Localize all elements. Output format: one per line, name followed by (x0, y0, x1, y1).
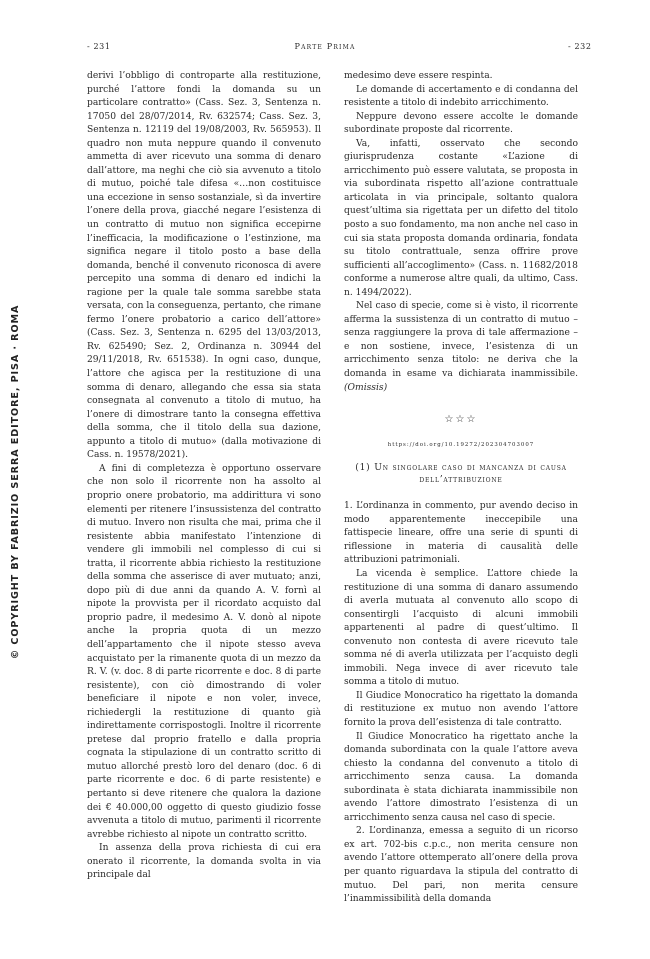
paragraph: Neppure devono essere accolte le domande subordinate proposte dal ricorrente. (344, 111, 578, 136)
section-divider-stars: ☆☆☆ (444, 414, 478, 426)
paragraph: derivi l’obbligo di controparte alla restituzione, purché l’attore fondi la domanda su un particolare contratto» (Cass. Sez. 3, Sentenza n. 17050 del 28/07/2014, Rv. 632574; Cass. Sez. 3, Sentenza n. 12119 del 19/08/2003, Rv. 565953). Il quadro non muta neppure quando il convenuto ammetta di aver ricevuto una somma di denaro dall’attore, ma neghi che ciò sia avvenuto a titolo di mutuo, poiché tale difesa «…non costituisce una eccezione in senso sostanziale, sì da invertire l’onere della prova, giacché negare l’esistenza di un contratto di mutuo non significa eccepirne l’inefficacia, la modificazione o l’estinzione, ma significa negare il titolo posto a base della domanda, benché il convenuto riconosca di avere percepito una somma di denaro ed indichi la ragione per la quale tale somma sarebbe stata versata, con la conseguenza, pertanto, che rimane fermo l’onere probatorio a carico dell’attore» (Cass. Sez. 3, Sentenza n. 6295 del 13/03/2013, Rv. 625490; Sez. 2, Ordinanza n. 30944 del 29/11/2018, Rv. 651538). In ogni caso, dunque, l’attore che agisca per la restituzione di una somma di denaro, allegando che essa sia stata consegnata al convenuto a titolo di mutuo, ha l’onere di dimostrare tanto la consegna effettiva della somma, che il titolo della sua dazione, appunto a titolo di mutuo» (dalla motivazione di Cass. n. 19578/2021). (87, 71, 321, 461)
left-column (87, 70, 321, 883)
paragraph: Il Giudice Monocratico ha rigettato la domanda di restituzione ex mutuo non avendo l’attore fornito la prova dell’esistenza di tale contratto. (344, 690, 578, 728)
section-title (344, 462, 578, 486)
page-number-left: - 231 (87, 42, 111, 51)
paragraph: A fini di completezza è opportuno osservare che non solo il ricorrente non ha assolto al proprio onere probatorio, ma addirittura vi sono elementi per ritenere l’insussistenza del contratto di mutuo. Invero non risulta che mai, prima che il resistente abbia manifestato l’intenzione di vendere gli immobili nel complesso di cui si tratta, il ricorrente abbia richiesto la restituzione della somma che asserisce di aver mutuato; anzi, dopo più di due anni da quando A. V. fornì al nipote la provvista per il ricordato acquisto dal proprio padre, il medesimo A. V. donò al nipote anche la propria quota di un mezzo dell’appartamento che il nipote stesso aveva acquistato per la rimanente quota di un mezzo da R. V. (v. doc. 8 di parte ricorrente e doc. 8 di parte resistente), con ciò dimostrando di voler beneficiare il nipote e non voler, invece, richiedergli la restituzione di quanto già indirettamente corrispostogli. Inoltre il ricorrente pretese dal proprio fratello e dalla propria cognata la stipulazione di un contratto scritto di mutuo allorché prestò loro del denaro (doc. 6 di parte ricorrente e doc. 6 di parte resistente) e pertanto si deve ritenere che qualora la dazione dei € 40.000,00 oggetto di questo giudizio fosse avvenuta a titolo di mutuo, parimenti il ricorrente avrebbe richiesto al nipote un contratto scritto. (87, 463, 321, 840)
paragraph: 2. L’ordinanza, emessa a seguito di un ricorso ex art. 702-bis c.p.c., non merita censure non avendo l’attore ottemperato all’onere della prova per quanto riguardava la stipula del contratto di mutuo. Del pari, non merita censure l’inammissibilità della domanda (344, 826, 578, 905)
paragraph: La vicenda è semplice. L’attore chiede la restituzione di una somma di danaro assumendo di averla mutuata al convenuto allo scopo di consentirgli l’acquisto di alcuni immobili appartenenti al padre di quest’ultimo. Il convenuto non contesta di avere ricevuto tale somma né di averla utilizzata per l’acquisto degli immobili. Nega invece di aver ricevuto tale somma a titolo di mutuo. (344, 568, 578, 688)
paragraph: medesimo deve essere respinta. (344, 71, 493, 81)
paragraph: Va, infatti, osservato che secondo giurisprudenza costante «L’azione di arricchimento può essere valutata, se proposta in via subordinata rispetto all’azione contrattuale articolata in via principale, soltanto qualora quest’ultima sia rigettata per un difetto del titolo posto a suo fondamento, ma non anche nel caso in cui sia stata proposta domanda ordinaria, fondata su titolo contrattuale, senza offrire prove sufficienti all’accoglimento» (Cass. n. 11682/2018 conforme a numerose altre quali, da ultimo, Cass. n. 1494/2022). (344, 138, 578, 298)
paragraph-text: Nel caso di specie, come si è visto, il ricorrente afferma la sussistenza di un contratto di mutuo – senza raggiungere la prova di tale affermazione – e non sostiene, invece, l’esistenza di un arricchimento senza titolo: ne deriva che la domanda in esame va dichiarata inammissibile. (344, 301, 578, 380)
running-head (0, 42, 650, 56)
paragraph: Il Giudice Monocratico ha rigettato anche la domanda subordinata con la quale l’attore aveva chiesto la condanna del convenuto a titolo di arricchimento senza causa. La domanda subordinata è stata dichiarata inammissibile non avendo l’attore dimostrato l’esistenza di un arricchimento senza causa nel caso di specie. (344, 731, 578, 823)
paragraph: 1. L’ordinanza in commento, pur avendo deciso in modo apparentemente ineccepibile una fattispecie lineare, offre una serie di spunti di riflessione in materia di causalità delle attribuzioni patrimoniali. (344, 501, 578, 566)
omissis-marker: (Omissis) (344, 382, 388, 393)
paragraph-with-omissis (344, 300, 578, 395)
section-title-line: dell’attribuzione (419, 475, 503, 486)
page-number-right: - 232 (568, 42, 592, 51)
doi-link[interactable]: https://doi.org/10.19272/202304703007 (387, 441, 535, 448)
paragraph: In assenza della prova richiesta di cui era onerato il ricorrente, la domanda svolta in via principale dal (87, 843, 321, 881)
copyright-watermark: © COPYRIGHT BY FABRIZIO SERRA EDITORE, PISA · ROMA (10, 304, 21, 660)
paragraph: Le domande di accertamento e di condanna del resistente a titolo di indebito arricchimento. (344, 84, 578, 109)
running-title: Parte Prima (294, 42, 356, 51)
right-column (344, 70, 578, 907)
section-title-line: (1) Un singolare caso di mancanza di causa (355, 463, 567, 474)
